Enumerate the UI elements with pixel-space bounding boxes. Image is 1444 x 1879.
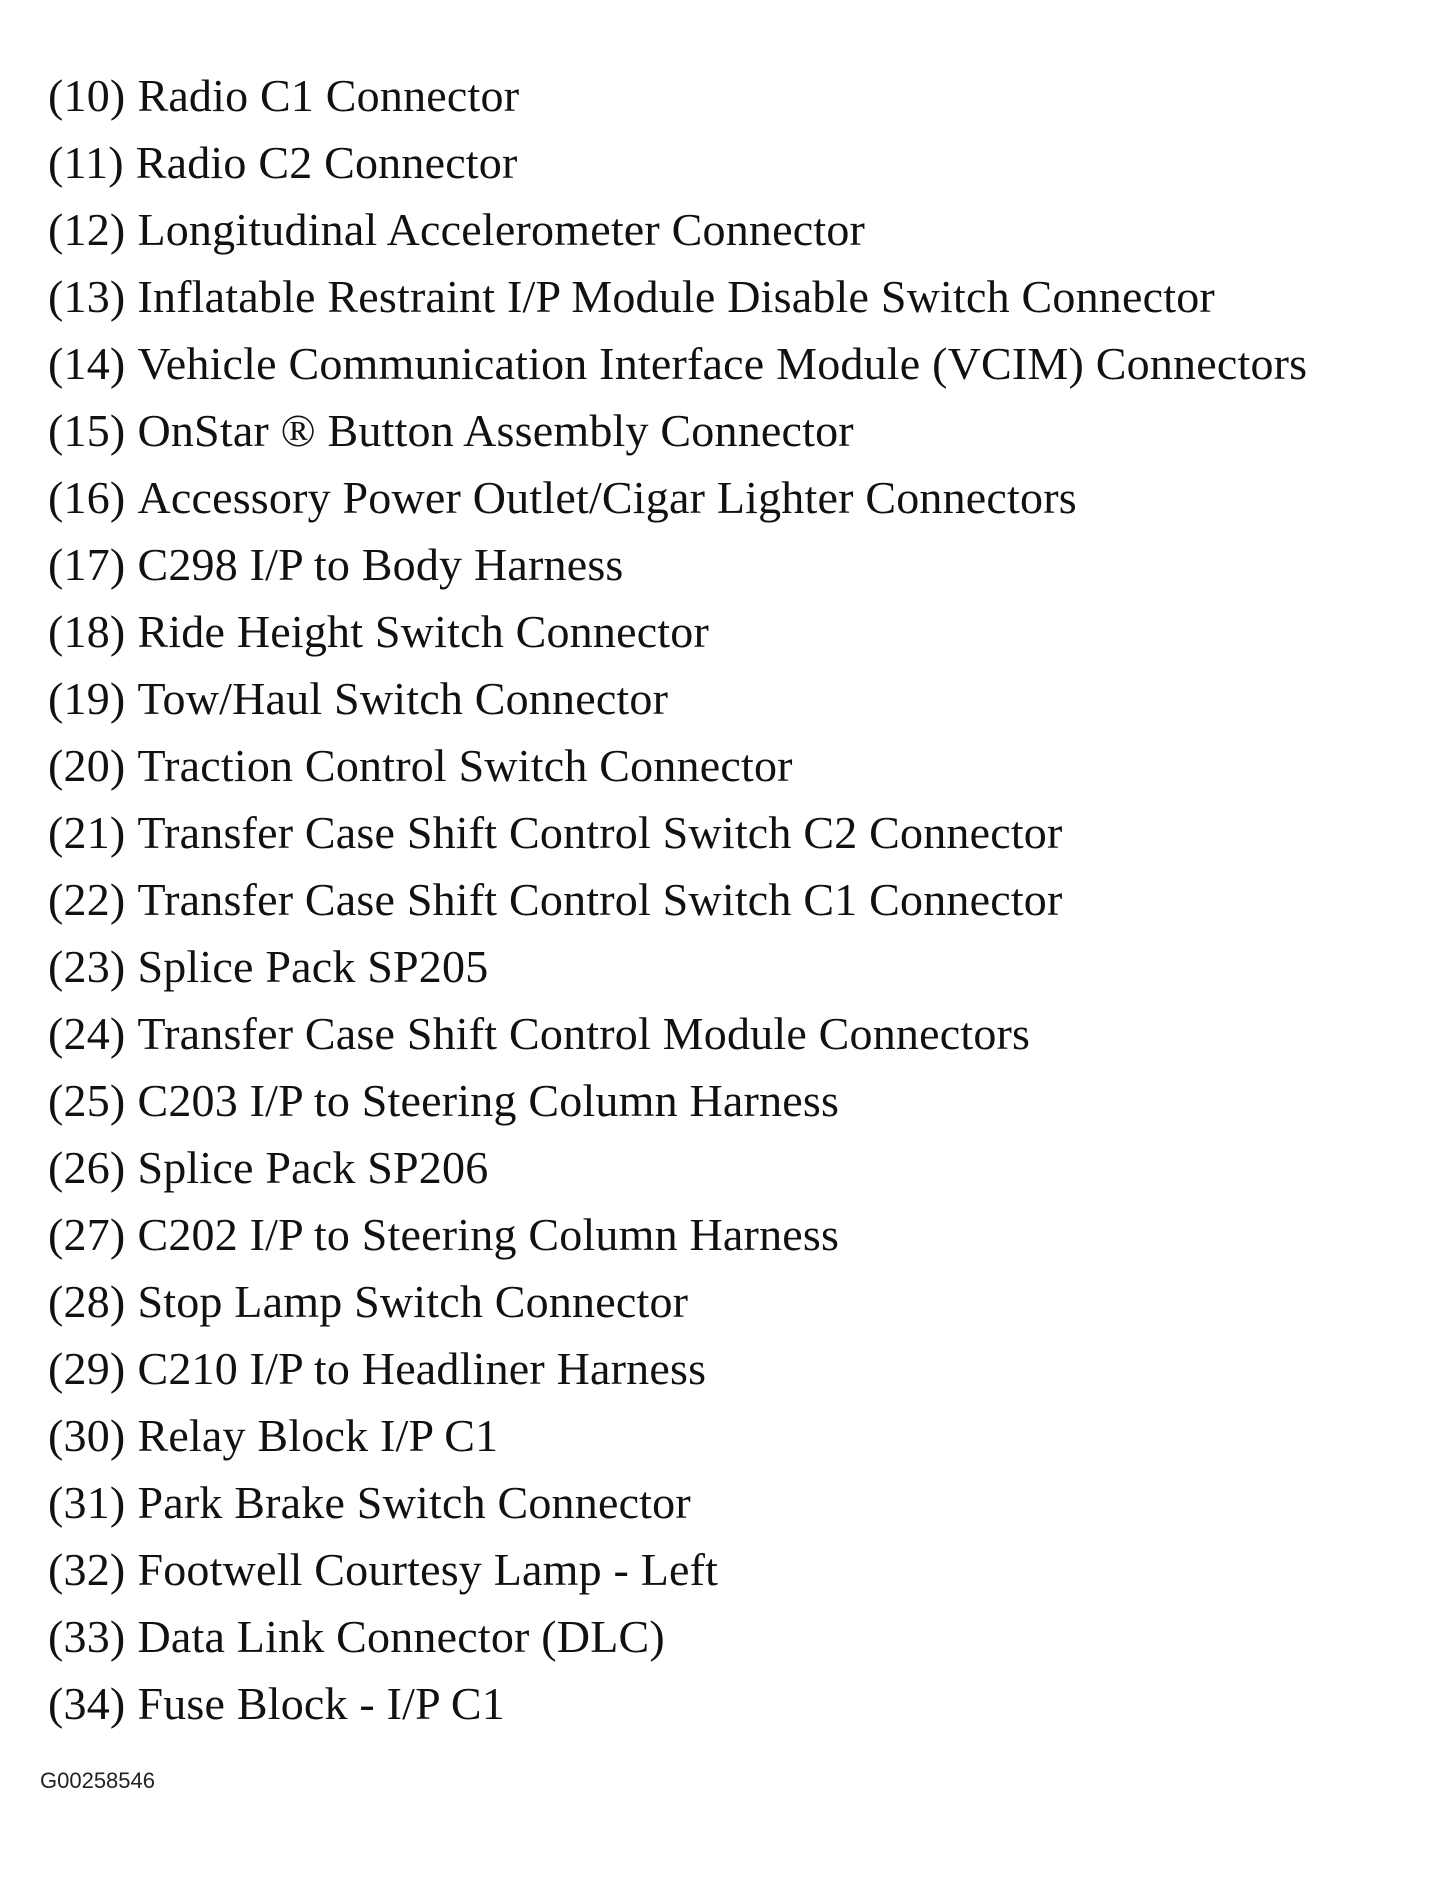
legend-item: [48, 1603, 1307, 1670]
legend-label: Fuse Block - I/P C1: [137, 1678, 505, 1729]
legend-number: (29): [48, 1343, 126, 1394]
legend-number: (13): [48, 271, 126, 322]
legend-item: [48, 933, 1307, 1000]
legend-number: (30): [48, 1410, 126, 1461]
legend-item: [48, 665, 1307, 732]
legend-item: [48, 397, 1307, 464]
legend-label: Ride Height Switch Connector: [137, 606, 710, 657]
legend-label: Transfer Case Shift Control Switch C1 Connector: [137, 874, 1063, 925]
legend-item: [48, 1201, 1307, 1268]
legend-number: (22): [48, 874, 126, 925]
legend-item: [48, 330, 1307, 397]
legend-label: C202 I/P to Steering Column Harness: [137, 1209, 840, 1260]
legend-label: C210 I/P to Headliner Harness: [137, 1343, 707, 1394]
legend-item: [48, 1335, 1307, 1402]
legend-item: [48, 62, 1307, 129]
figure-id: G00258546: [40, 1768, 155, 1793]
legend-item: [48, 1067, 1307, 1134]
legend-item: [48, 1670, 1307, 1737]
legend-label: Stop Lamp Switch Connector: [137, 1276, 689, 1327]
legend-label: Splice Pack SP206: [137, 1142, 489, 1193]
legend-label: Splice Pack SP205: [137, 941, 489, 992]
legend-item: [48, 1134, 1307, 1201]
legend-label: Vehicle Communication Interface Module (VCIM) Connectors: [137, 338, 1308, 389]
legend-item: [48, 799, 1307, 866]
legend-item: [48, 263, 1307, 330]
legend-item: [48, 1469, 1307, 1536]
legend-number: (31): [48, 1477, 126, 1528]
legend-label: OnStar ® Button Assembly Connector: [137, 405, 854, 456]
legend-label: Data Link Connector (DLC): [137, 1611, 665, 1662]
legend-label: Traction Control Switch Connector: [137, 740, 793, 791]
legend-number: (17): [48, 539, 126, 590]
legend-item: [48, 732, 1307, 799]
legend-number: (34): [48, 1678, 126, 1729]
legend-number: (11): [48, 137, 124, 188]
legend-label: Footwell Courtesy Lamp - Left: [137, 1544, 719, 1595]
legend-number: (10): [48, 70, 126, 121]
legend-item: [48, 1268, 1307, 1335]
legend-number: (21): [48, 807, 126, 858]
legend-label: C298 I/P to Body Harness: [137, 539, 624, 590]
legend-label: Radio C2 Connector: [135, 137, 518, 188]
legend-item: [48, 1402, 1307, 1469]
legend-number: (18): [48, 606, 126, 657]
legend-label: Transfer Case Shift Control Module Connectors: [137, 1008, 1031, 1059]
legend-number: (20): [48, 740, 126, 791]
legend-number: (16): [48, 472, 126, 523]
legend-label: Accessory Power Outlet/Cigar Lighter Connectors: [137, 472, 1077, 523]
legend-number: (23): [48, 941, 126, 992]
legend-item: [48, 1000, 1307, 1067]
legend-label: Park Brake Switch Connector: [137, 1477, 691, 1528]
legend-item: [48, 129, 1307, 196]
legend-label: Relay Block I/P C1: [137, 1410, 499, 1461]
legend-number: (33): [48, 1611, 126, 1662]
legend-label: Tow/Haul Switch Connector: [137, 673, 669, 724]
legend-item: [48, 196, 1307, 263]
legend-list: [48, 62, 1307, 1737]
legend-number: (14): [48, 338, 126, 389]
legend-number: (28): [48, 1276, 126, 1327]
legend-number: (19): [48, 673, 126, 724]
legend-number: (32): [48, 1544, 126, 1595]
legend-label: Transfer Case Shift Control Switch C2 Connector: [137, 807, 1063, 858]
legend-item: [48, 531, 1307, 598]
legend-item: [48, 598, 1307, 665]
legend-label: C203 I/P to Steering Column Harness: [137, 1075, 840, 1126]
legend-number: (26): [48, 1142, 126, 1193]
legend-number: (15): [48, 405, 126, 456]
legend-number: (27): [48, 1209, 126, 1260]
legend-label: Inflatable Restraint I/P Module Disable Switch Connector: [137, 271, 1215, 322]
legend-item: [48, 866, 1307, 933]
legend-item: [48, 464, 1307, 531]
legend-number: (25): [48, 1075, 126, 1126]
legend-number: (12): [48, 204, 126, 255]
legend-number: (24): [48, 1008, 126, 1059]
legend-label: Radio C1 Connector: [137, 70, 520, 121]
legend-item: [48, 1536, 1307, 1603]
legend-label: Longitudinal Accelerometer Connector: [137, 204, 866, 255]
